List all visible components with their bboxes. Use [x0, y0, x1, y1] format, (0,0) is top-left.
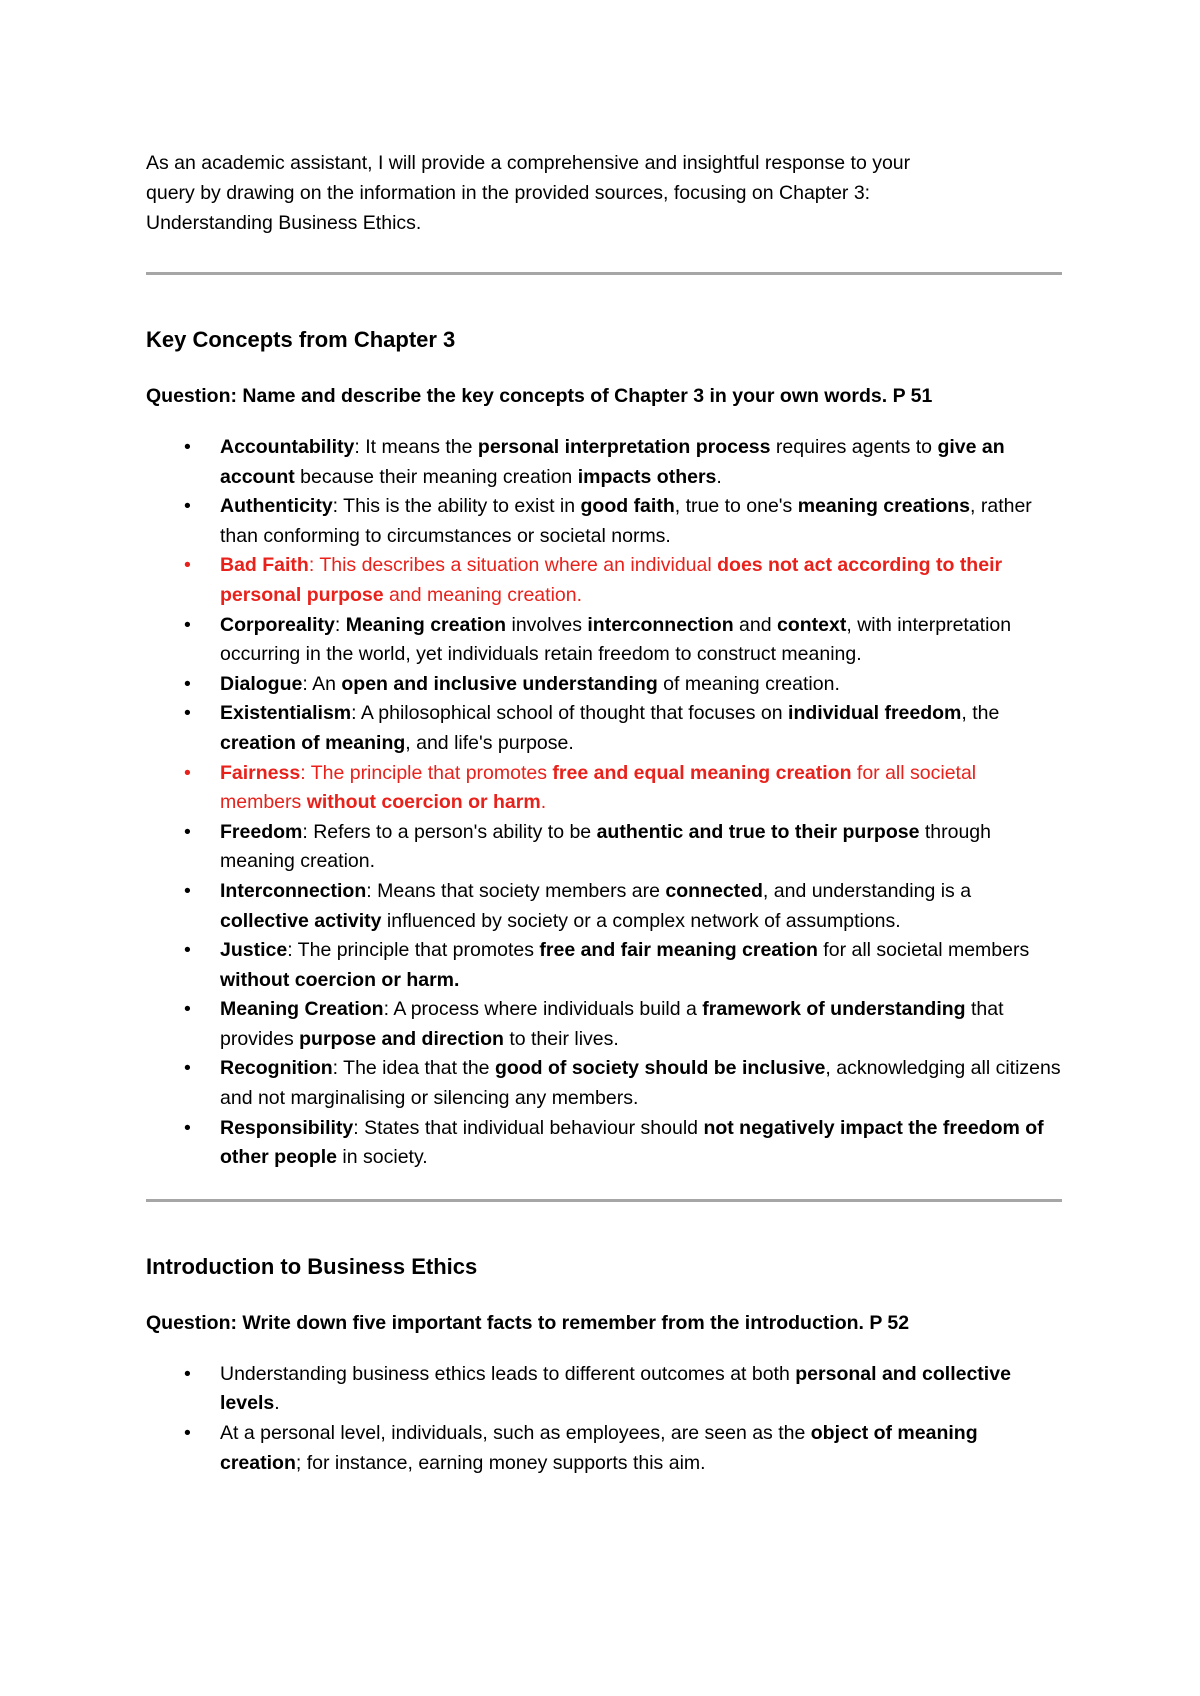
bold-text: Accountability [220, 436, 355, 458]
bullet-icon: • [184, 436, 191, 458]
bold-text: Corporeality [220, 613, 335, 636]
text: , true to one's [674, 495, 798, 518]
bold-text: Meaning creation [345, 613, 507, 636]
bold-text: Interconnection [220, 879, 367, 902]
key-concepts-list [146, 433, 1062, 1173]
list-item [146, 1419, 1062, 1478]
text: : Means that society members are [366, 879, 666, 902]
intro-line: query by drawing on the information in the provided sources, focusing on Chapter 3: [146, 182, 871, 204]
list-item [146, 877, 1062, 936]
text: : The principle that promotes [287, 939, 540, 962]
bold-text: open and inclusive understanding [341, 672, 658, 695]
text: requires agents to [770, 436, 938, 458]
text: : It means the [354, 436, 478, 458]
bullet-icon: • [184, 761, 191, 784]
text: because their meaning creation [294, 465, 578, 488]
text: and [733, 613, 778, 636]
text: , acknowledging all citizens and not marginalising or silencing any members. [220, 1057, 1061, 1110]
text: and meaning creation. [383, 583, 583, 606]
bold-text: personal interpretation process [477, 436, 771, 458]
bullet-icon: • [184, 1057, 191, 1080]
bullet-icon: • [184, 1116, 191, 1139]
section-heading: Introduction to Business Ethics [146, 1253, 478, 1279]
text: , rather than conforming to circumstances or societal norms. [220, 495, 1032, 547]
text: . [716, 465, 722, 488]
text: , with interpretation occurring in the world, yet individuals retain freedom to construct meaning. [220, 613, 1012, 666]
list-item [146, 699, 1062, 758]
bold-text: Meaning Creation [220, 998, 384, 1021]
bullet-icon: • [184, 879, 191, 902]
bold-text: not negatively impact the freedom of other people [220, 1116, 1044, 1169]
bold-text: Bad Faith [220, 554, 309, 577]
bold-text: object of meaning creation [220, 1422, 978, 1474]
list-item [146, 759, 1062, 818]
text: : This is the ability to exist in [332, 495, 581, 518]
text: for all societal members [817, 939, 1030, 962]
bold-text: without coercion or harm [306, 791, 541, 814]
text: : [334, 613, 346, 636]
bold-text: authentic and true to their purpose [596, 820, 920, 843]
bold-text: meaning creations [797, 495, 971, 518]
text: involves [506, 613, 588, 636]
text: : The principle that promotes [300, 761, 553, 784]
bullet-icon: • [184, 1362, 191, 1385]
bold-text: Responsibility [220, 1116, 354, 1139]
question-text: Question: Write down five important facts to remember from the introduction. P 52 [146, 1311, 910, 1334]
list-item [146, 818, 1062, 877]
text: for all societal members [220, 761, 977, 814]
bold-text: good faith [580, 495, 675, 518]
text: Understanding business ethics leads to different outcomes at both [220, 1362, 796, 1385]
bullet-icon: • [184, 820, 191, 843]
text: . [540, 791, 547, 814]
text: , and life's purpose. [405, 731, 574, 754]
bullet-icon: • [184, 672, 191, 695]
bold-text: good of society should be inclusive [494, 1057, 826, 1080]
bold-text: connected [665, 879, 763, 902]
question-text: Question: Name and describe the key concepts of Chapter 3 in your own words. P 51 [146, 385, 933, 407]
bullet-icon: • [184, 554, 191, 577]
horizontal-rule [146, 272, 1062, 275]
text: , the [961, 702, 1000, 725]
text: through meaning creation. [220, 820, 991, 873]
text: : States that individual behaviour should [353, 1116, 704, 1139]
text: in society. [337, 1146, 428, 1169]
text: , and understanding is a [762, 879, 972, 902]
bold-text: free and fair meaning creation [539, 939, 818, 962]
text: : A process where individuals build a [383, 998, 703, 1021]
bold-text: give an account [220, 436, 1005, 488]
list-item [146, 1054, 1062, 1113]
bold-text: impacts others [577, 465, 717, 488]
text: At a personal level, individuals, such as employees, are seen as the [220, 1422, 811, 1445]
text: ; for instance, earning money supports this aim. [295, 1451, 706, 1474]
bold-text: without coercion or harm. [220, 968, 460, 991]
list-item [146, 670, 1062, 700]
list-item [146, 936, 1062, 995]
bullet-icon: • [184, 998, 191, 1021]
bold-text: interconnection [587, 613, 734, 636]
bold-text: creation of meaning [220, 731, 406, 754]
bullet-icon: • [184, 702, 191, 725]
bullet-icon: • [184, 1422, 191, 1445]
bold-text: Existentialism [220, 702, 352, 725]
text: . [274, 1392, 280, 1415]
section-heading: Key Concepts from Chapter 3 [146, 327, 456, 352]
list-item [146, 995, 1062, 1054]
intro-facts-list [146, 1360, 1062, 1478]
list-item [146, 492, 1062, 551]
document-page [146, 148, 1062, 1478]
bullet-icon: • [184, 613, 191, 636]
bold-text: free and equal meaning creation [552, 761, 852, 784]
bold-text: Freedom [220, 820, 303, 843]
text: to their lives. [503, 1027, 619, 1050]
intro-line: As an academic assistant, I will provide a comprehensive and insightful response to your [146, 152, 911, 174]
bold-text: individual freedom [788, 702, 962, 725]
list-item [146, 433, 1062, 492]
bold-text: Justice [220, 939, 288, 962]
bold-text: Recognition [220, 1057, 333, 1080]
list-item [146, 1360, 1062, 1419]
text: : This describes a situation where an individual [308, 554, 718, 577]
text: that provides [220, 998, 1004, 1050]
bold-text: collective activity [220, 909, 382, 932]
bold-text: Authenticity [220, 495, 333, 518]
text: influenced by society or a complex network of assumptions. [381, 909, 901, 932]
intro-paragraph [146, 148, 1062, 238]
bold-text: purpose and direction [299, 1027, 504, 1050]
bold-text: framework of understanding [702, 998, 966, 1021]
horizontal-rule [146, 1199, 1062, 1202]
bold-text: does not act according to their personal purpose [220, 554, 1003, 606]
bullet-icon: • [184, 495, 191, 518]
text: : The idea that the [332, 1057, 495, 1080]
bullet-icon: • [184, 939, 191, 962]
text: : An [302, 672, 342, 695]
text: : Refers to a person's ability to be [302, 820, 597, 843]
list-item [146, 551, 1062, 610]
list-item [146, 611, 1062, 670]
bold-text: personal and collective levels [220, 1362, 1011, 1415]
intro-line: Understanding Business Ethics. [146, 212, 422, 234]
bold-text: Fairness [220, 761, 301, 784]
text: : A philosophical school of thought that focuses on [351, 702, 789, 725]
list-item [146, 1114, 1062, 1173]
bold-text: context [777, 613, 847, 636]
bold-text: Dialogue [220, 672, 303, 695]
text: of meaning creation. [657, 672, 840, 695]
